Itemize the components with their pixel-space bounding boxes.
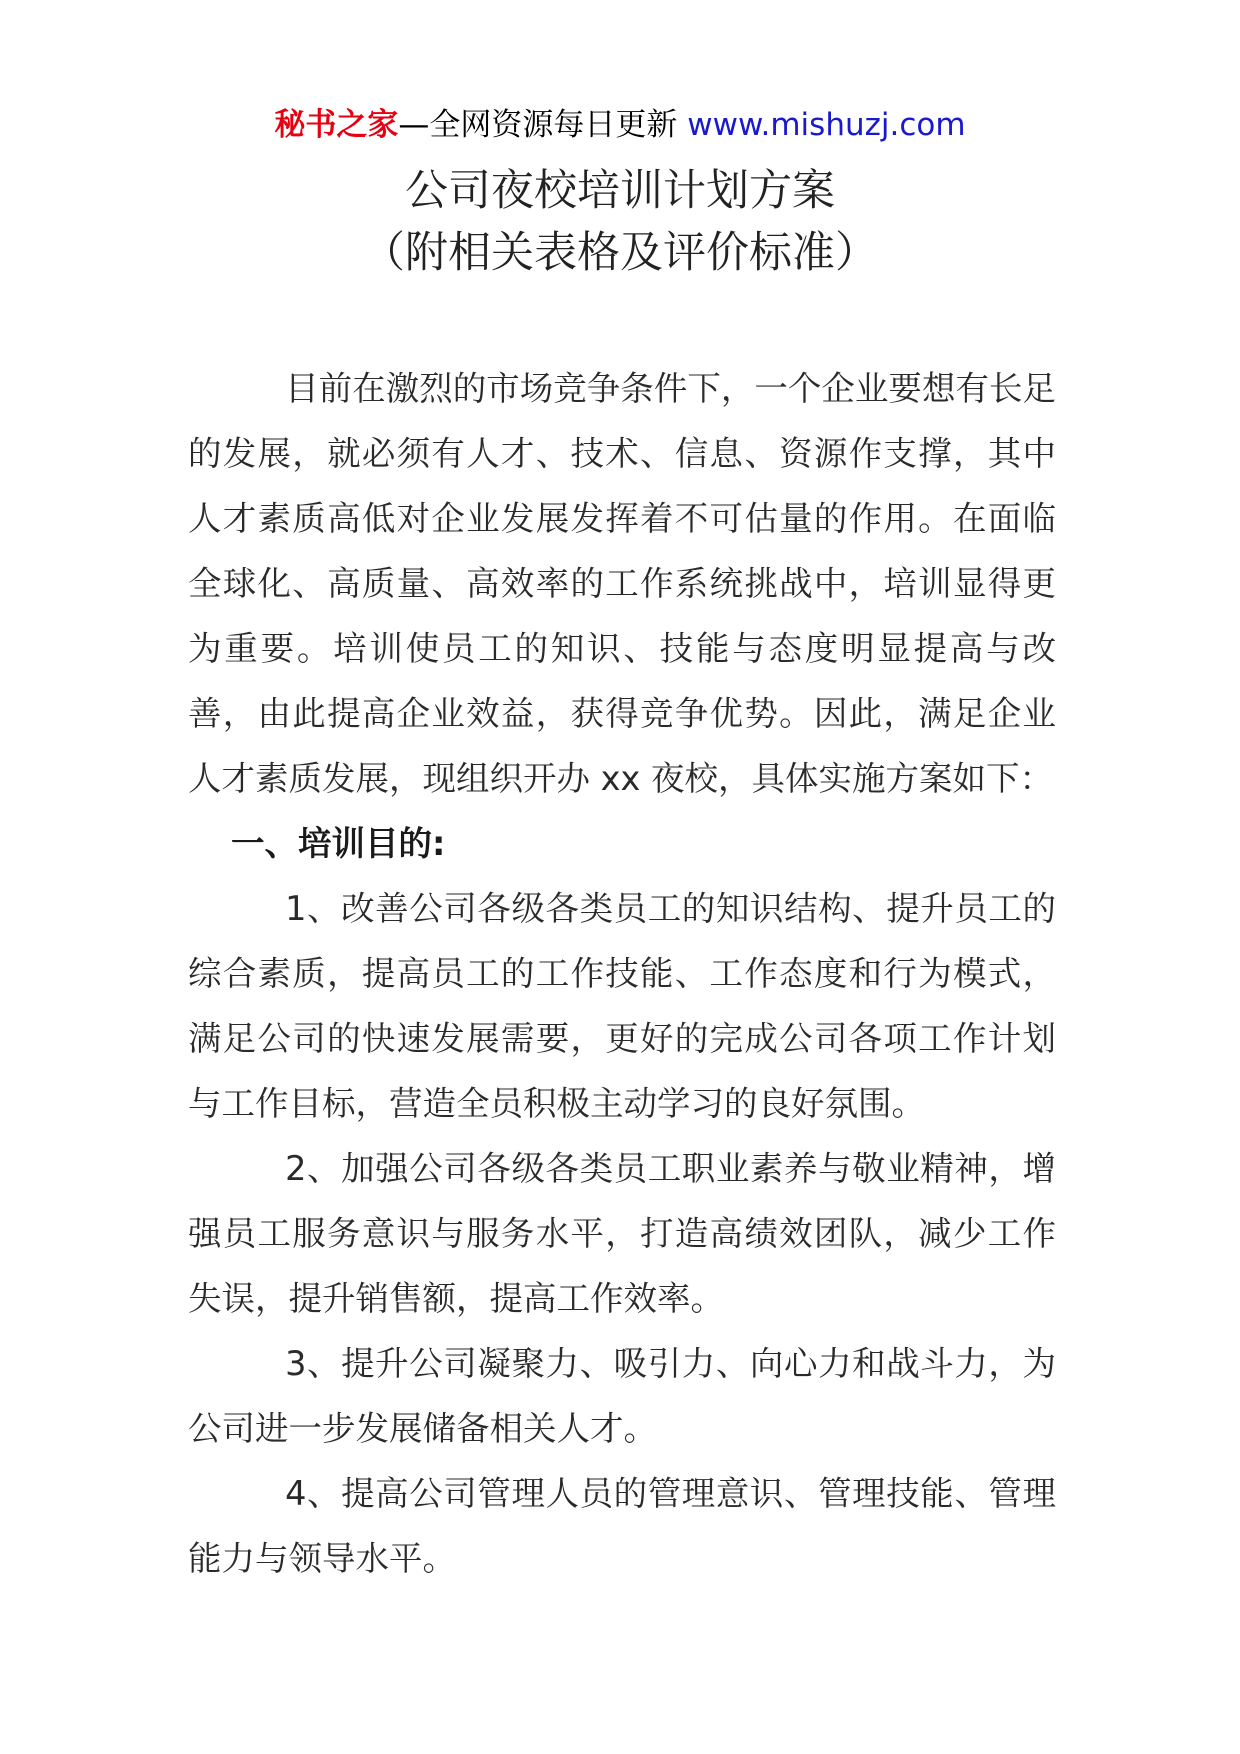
purpose-item-3: 3、提升公司凝聚力、吸引力、向心力和战斗力，为公司进一步发展储备相关人才。 (188, 1344, 1056, 1448)
purpose-item-4: 4、提高公司管理人员的管理意识、管理技能、管理能力与领导水平。 (188, 1474, 1056, 1578)
document-title (0, 160, 1240, 284)
title-line-1: 公司夜校培训计划方案 (405, 166, 835, 216)
title-line-2: （附相关表格及评价标准） (362, 228, 878, 278)
site-url-link[interactable]: www.mishuzj.com (687, 107, 966, 143)
document-body (188, 356, 1056, 1591)
purpose-item-1: 1、改善公司各级各类员工的知识结构、提升员工的综合素质，提高员工的工作技能、工作态度和行为模式，满足公司的快速发展需要，更好的完成公司各项工作计划与工作目标，营造全员积极主动学习的良好氛围。 (188, 889, 1056, 1123)
section-heading-purpose: 一、培训目的: (231, 824, 446, 863)
brand-name: 秘书之家 (274, 107, 399, 143)
header-slogan: —全网资源每日更新 (398, 107, 688, 143)
purpose-item-2: 2、加强公司各级各类员工职业素养与敬业精神，增强员工服务意识与服务水平，打造高绩效团队，减少工作失误，提升销售额，提高工作效率。 (188, 1149, 1056, 1318)
intro-paragraph: 目前在激烈的市场竞争条件下，一个企业要想有长足的发展，就必须有人才、技术、信息、资源作支撑，其中人才素质高低对企业发展发挥着不可估量的作用。在面临全球化、高质量、高效率的工作系统挑战中，培训显得更为重要。培训使员工的知识、技能与态度明显提高与改善，由此提高企业效益，获得竞争优势。因此，满足企业人才素质发展，现组织开办 xx 夜校，具体实施方案如下： (188, 369, 1056, 798)
site-header (0, 100, 1240, 150)
